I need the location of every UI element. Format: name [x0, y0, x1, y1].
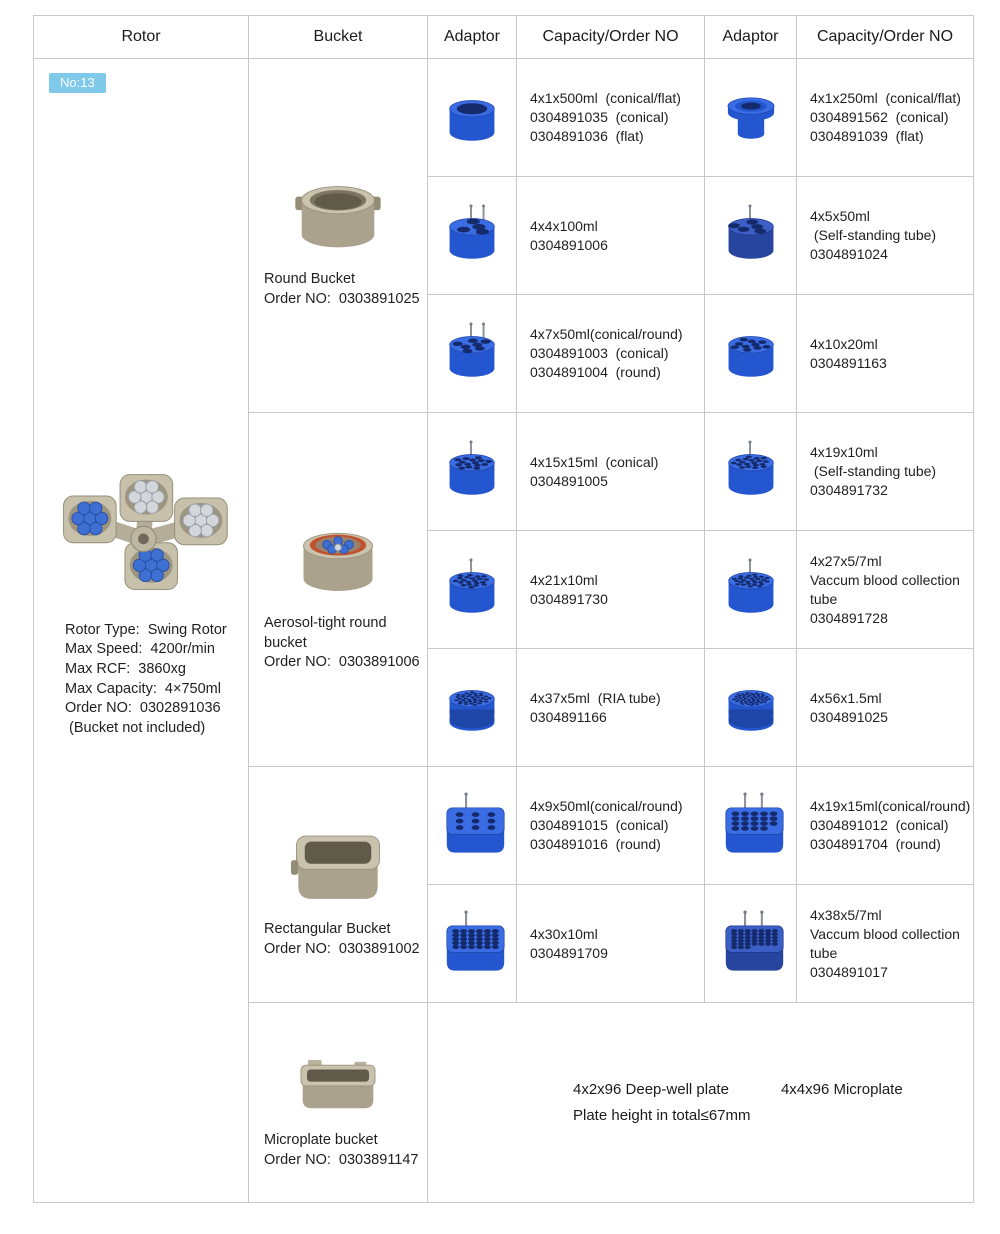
capacity-cell	[517, 767, 705, 885]
microplate-bucket-icon	[282, 1035, 394, 1123]
capacity-line: (Self-standing tube)	[810, 227, 937, 243]
27-hole-cylinder-adaptor-icon	[705, 557, 796, 623]
capacity-line: 0304891016 (round)	[530, 836, 661, 852]
capacity-line: 0304891012 (conical)	[810, 817, 949, 833]
capacity-cell	[517, 885, 705, 1003]
column-header-rotor: Rotor	[34, 16, 249, 59]
37-hole-ria-adaptor-icon	[428, 675, 516, 741]
capacity-cell	[517, 59, 705, 177]
capacity-line: 0304891036 (flat)	[530, 128, 644, 144]
bucket-name: Rectangular Bucket	[264, 921, 391, 937]
adaptor-cell	[705, 531, 797, 649]
plate-options-line	[573, 1081, 973, 1098]
9-hole-block-adaptor-icon	[428, 791, 516, 861]
capacity-line: 4x9x50ml(conical/round)	[530, 798, 683, 814]
plate-note-cell	[428, 1003, 974, 1203]
adaptor-cell	[428, 59, 517, 177]
capacity-cell	[797, 59, 974, 177]
capacity-line: 4x56x1.5ml	[810, 689, 882, 706]
adaptor-cell	[428, 885, 517, 1003]
capacity-line: 4x21x10ml	[530, 571, 598, 588]
10-hole-cylinder-adaptor-icon	[705, 321, 796, 387]
capacity-line: 0304891163	[810, 354, 887, 371]
bucket-cell-content	[249, 162, 427, 309]
rotor-spec-line: Max Speed: 4200r/min	[65, 641, 215, 658]
capacity-line: 0304891025	[810, 708, 888, 725]
capacity-cell	[797, 531, 974, 649]
adaptor-cell	[428, 177, 517, 295]
rotor-cell	[34, 59, 249, 1203]
adaptor-cell	[428, 767, 517, 885]
30-hole-block-adaptor-icon	[428, 909, 516, 979]
capacity-cell	[797, 177, 974, 295]
capacity-line: 4x27x5/7ml	[810, 552, 882, 569]
bucket-cell	[249, 59, 428, 413]
bucket-cell	[249, 413, 428, 767]
capacity-line: 0304891024	[810, 246, 888, 262]
capacity-cell	[517, 295, 705, 413]
capacity-cell	[797, 295, 974, 413]
15-hole-cylinder-adaptor-icon	[428, 439, 516, 505]
capacity-line: Vaccum blood collection tube	[810, 571, 964, 607]
bucket-cell-content	[249, 1035, 427, 1170]
bucket-label	[249, 614, 427, 673]
adaptor-cell	[428, 649, 517, 767]
5-hole-cylinder-adaptor-icon	[705, 203, 796, 269]
capacity-line: 0304891005	[530, 472, 608, 489]
bucket-cell-content	[249, 810, 427, 959]
19-hole-cylinder-adaptor-icon	[705, 439, 796, 505]
capacity-line: 4x7x50ml(conical/round)	[530, 326, 683, 342]
table-header-row	[34, 16, 974, 59]
capacity-line: 4x38x5/7ml	[810, 906, 882, 923]
capacity-line: 0304891709	[530, 944, 608, 961]
plate-height-note: Plate height in total≤67mm	[573, 1107, 751, 1124]
round-bucket-icon	[279, 162, 397, 262]
rotor-spec-line: Max Capacity: 4×750ml	[65, 680, 221, 697]
capacity-line: 0304891728	[810, 609, 888, 626]
capacity-line: 0304891035 (conical)	[530, 109, 669, 125]
capacity-cell	[517, 413, 705, 531]
bucket-cell	[249, 1003, 428, 1203]
bucket-name: Aerosol-tight round bucket	[264, 615, 391, 651]
column-header-bucket: Bucket	[249, 16, 428, 59]
capacity-line: 4x37x5ml (RIA tube)	[530, 689, 661, 706]
bucket-order-number: Order NO: 0303891002	[264, 940, 420, 957]
rotor-spec-line: Order NO: 0302891036	[65, 700, 221, 717]
swing-rotor-icon	[39, 459, 244, 611]
38-hole-block-adaptor-icon	[705, 909, 796, 979]
7-hole-cylinder-adaptor-icon	[428, 321, 516, 387]
single-bore-cylinder-adaptor-icon	[428, 85, 516, 151]
capacity-line: 0304891017	[810, 963, 888, 980]
capacity-line: 0304891562 (conical)	[810, 109, 949, 125]
rotor-spec-line: Rotor Type: Swing Rotor	[65, 621, 227, 638]
capacity-line: 0304891730	[530, 590, 608, 607]
capacity-line: 4x15x15ml (conical)	[530, 453, 659, 470]
capacity-cell	[797, 413, 974, 531]
rotor-cell-content	[34, 459, 248, 739]
capacity-line: 4x10x20ml	[810, 335, 878, 352]
21-hole-cylinder-adaptor-icon	[428, 557, 516, 623]
capacity-cell	[797, 767, 974, 885]
capacity-line: 4x1x250ml (conical/flat)	[810, 90, 961, 106]
capacity-line: 0304891015 (conical)	[530, 817, 669, 833]
capacity-line: 0304891006	[530, 236, 608, 253]
capacity-line: 0304891003 (conical)	[530, 345, 669, 361]
capacity-line: 4x5x50ml	[810, 208, 870, 224]
spec-sheet	[33, 15, 974, 1203]
bucket-name: Microplate bucket	[264, 1132, 378, 1148]
bucket-label	[249, 270, 427, 309]
adaptor-cell	[705, 413, 797, 531]
rectangular-bucket-icon	[278, 810, 398, 912]
capacity-cell	[797, 649, 974, 767]
flanged-cylinder-adaptor-icon	[705, 85, 796, 151]
bucket-order-number: Order NO: 0303891006	[264, 654, 420, 671]
adaptor-cell	[428, 531, 517, 649]
plate-option-microplate: 4x4x96 Microplate	[780, 1081, 903, 1098]
adaptor-cell	[705, 295, 797, 413]
adaptor-cell	[428, 295, 517, 413]
capacity-line: 4x19x15ml(conical/round)	[810, 798, 971, 814]
capacity-line: 4x19x10ml	[810, 444, 878, 460]
adaptor-cell	[705, 767, 797, 885]
rotor-spec-line: (Bucket not included)	[65, 719, 206, 736]
bucket-cell-content	[249, 506, 427, 673]
column-header-adaptor-1: Adaptor	[428, 16, 517, 59]
4-hole-cylinder-adaptor-icon	[428, 203, 516, 269]
bucket-label	[249, 920, 427, 959]
bucket-name: Round Bucket	[264, 271, 356, 287]
bucket-order-number: Order NO: 0303891147	[264, 1151, 419, 1168]
capacity-line: (Self-standing tube)	[810, 463, 937, 479]
adaptor-cell	[705, 649, 797, 767]
adaptor-cell	[428, 413, 517, 531]
rotor-spec-table	[33, 15, 974, 1203]
capacity-cell	[517, 177, 705, 295]
capacity-line: 0304891732	[810, 482, 888, 498]
capacity-line: 0304891004 (round)	[530, 364, 661, 380]
capacity-cell	[517, 531, 705, 649]
bucket-label	[249, 1131, 427, 1170]
capacity-line: 4x4x100ml	[530, 217, 598, 234]
capacity-line: 4x1x500ml (conical/flat)	[530, 90, 681, 106]
adaptor-cell	[705, 59, 797, 177]
adaptor-cell	[705, 177, 797, 295]
capacity-cell	[517, 649, 705, 767]
capacity-cell	[797, 885, 974, 1003]
bucket-cell	[249, 767, 428, 1003]
capacity-line: Vaccum blood collection tube	[810, 925, 964, 961]
column-header-capacity-1: Capacity/Order NO	[517, 16, 705, 59]
rotor-number-badge: No:13	[49, 73, 106, 93]
aerosol-bucket-icon	[279, 506, 397, 606]
bucket-order-number: Order NO: 0303891025	[264, 290, 420, 307]
19-hole-block-adaptor-icon	[705, 791, 796, 861]
rotor-spec-text	[34, 621, 248, 739]
capacity-line: 4x30x10ml	[530, 925, 598, 942]
56-hole-cylinder-adaptor-icon	[705, 675, 796, 741]
capacity-line: 0304891039 (flat)	[810, 128, 924, 144]
column-header-capacity-2: Capacity/Order NO	[797, 16, 974, 59]
table-row	[34, 59, 974, 177]
rotor-spec-line: Max RCF: 3860xg	[65, 660, 186, 677]
adaptor-cell	[705, 885, 797, 1003]
capacity-line: 0304891166	[530, 708, 607, 725]
column-header-adaptor-2: Adaptor	[705, 16, 797, 59]
plate-option-deep-well: 4x2x96 Deep-well plate	[573, 1081, 729, 1098]
capacity-line: 0304891704 (round)	[810, 836, 941, 852]
